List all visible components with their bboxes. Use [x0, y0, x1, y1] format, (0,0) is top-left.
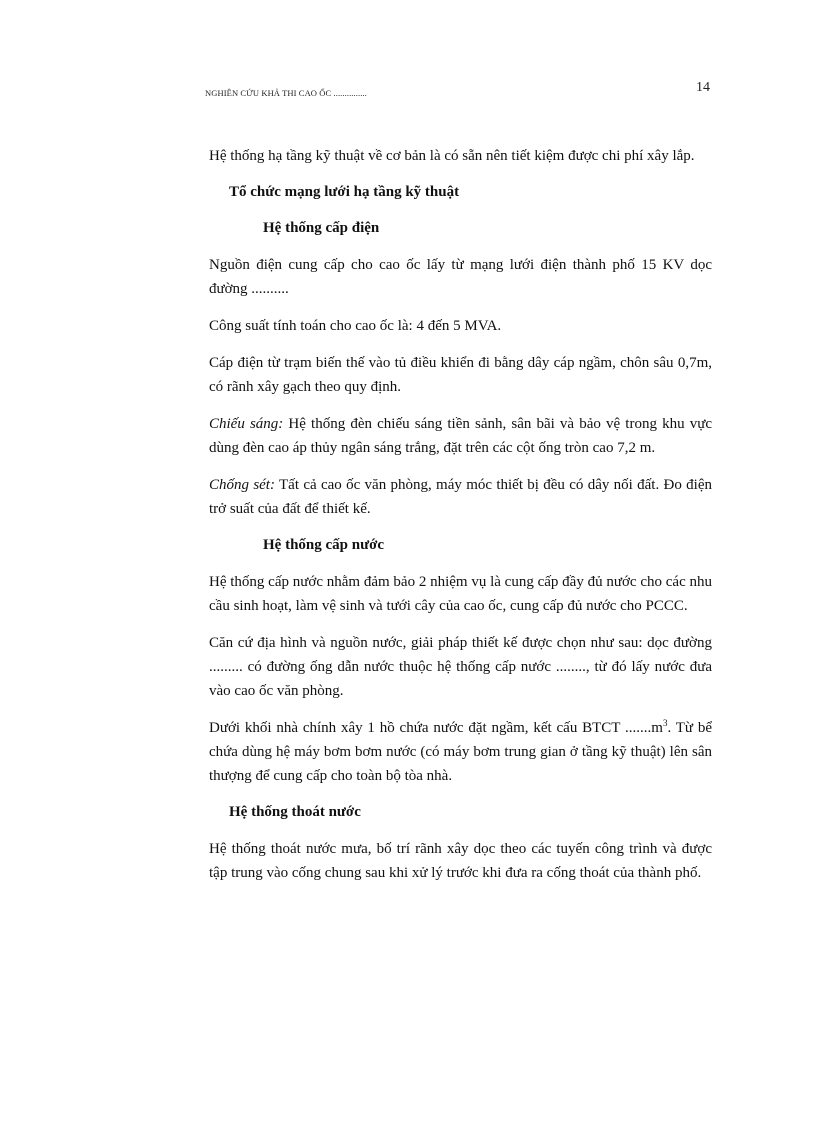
- water-tank-paragraph: [209, 716, 712, 788]
- lightning-protection-paragraph: [209, 473, 712, 521]
- lighting-paragraph: [209, 412, 712, 460]
- running-header-title: NGHIÊN CỨU KHẢ THI CAO ỐC ...............: [205, 88, 367, 98]
- power-cable-paragraph: Cáp điện từ trạm biến thế vào tủ điều khiển đi bằng dây cáp ngầm, chôn sâu 0,7m, có rãnh xây gạch theo quy định.: [209, 355, 712, 395]
- water-purpose-paragraph: Hệ thống cấp nước nhằm đảm bảo 2 nhiệm vụ là cung cấp đầy đủ nước cho các nhu cầu sinh hoạt, làm vệ sinh và tưới cây của cao ốc, cung cấp đủ nước cho PCCC.: [209, 574, 712, 614]
- lightning-protection-label: Chống sét:: [209, 477, 275, 493]
- drainage-paragraph: Hệ thống thoát nước mưa, bố trí rãnh xây dọc theo các tuyến công trình và được tập trung vào cống chung sau khi xử lý trước khi đưa ra cống thoát của thành phố.: [209, 841, 712, 881]
- water-tank-superscript: 3: [662, 718, 668, 728]
- water-source-paragraph: Căn cứ địa hình và nguồn nước, giải pháp thiết kế được chọn như sau: dọc đường ......... có đường ống dẫn nước thuộc hệ thống cấp nước ........, từ đó lấy nước đưa vào cao ốc văn phòng.: [209, 635, 712, 699]
- subsection-heading-power-supply: Hệ thống cấp điện: [263, 220, 380, 236]
- lighting-label: Chiếu sáng:: [209, 416, 284, 432]
- section-heading-infrastructure-network: Tổ chức mạng lưới hạ tầng kỹ thuật: [229, 184, 460, 200]
- lighting-text: Hệ thống đèn chiếu sáng tiền sảnh, sân bãi và bảo vệ trong khu vực dùng đèn cao áp thủy ngân sáng trắng, đặt trên các cột ống tròn cao 7,2 m.: [209, 416, 712, 456]
- power-source-paragraph: Nguồn điện cung cấp cho cao ốc lấy từ mạng lưới điện thành phố 15 KV dọc đường ..........: [209, 257, 712, 297]
- power-capacity-paragraph: Công suất tính toán cho cao ốc là: 4 đến 5 MVA.: [209, 318, 502, 334]
- section-heading-drainage: Hệ thống thoát nước: [229, 804, 361, 820]
- page-body: [209, 144, 712, 898]
- page-number: 14: [696, 80, 710, 95]
- water-tank-text-a: Dưới khối nhà chính xây 1 hồ chứa nước đặt ngầm, kết cấu BTCT .......m: [209, 720, 663, 736]
- water-tank-text-b: . Từ bể chứa dùng hệ máy bơm bơm nước (có máy bơm trung gian ở tầng kỹ thuật) lên sân thượng để cung cấp cho toàn bộ tòa nhà.: [209, 720, 712, 784]
- lightning-protection-text: Tất cả cao ốc văn phòng, máy móc thiết bị đều có dây nối đất. Đo điện trở suất của đất để thiết kế.: [209, 477, 713, 517]
- subsection-heading-water-supply: Hệ thống cấp nước: [263, 537, 385, 553]
- intro-paragraph: Hệ thống hạ tầng kỹ thuật về cơ bản là có sẵn nên tiết kiệm được chi phí xây lắp.: [209, 148, 695, 164]
